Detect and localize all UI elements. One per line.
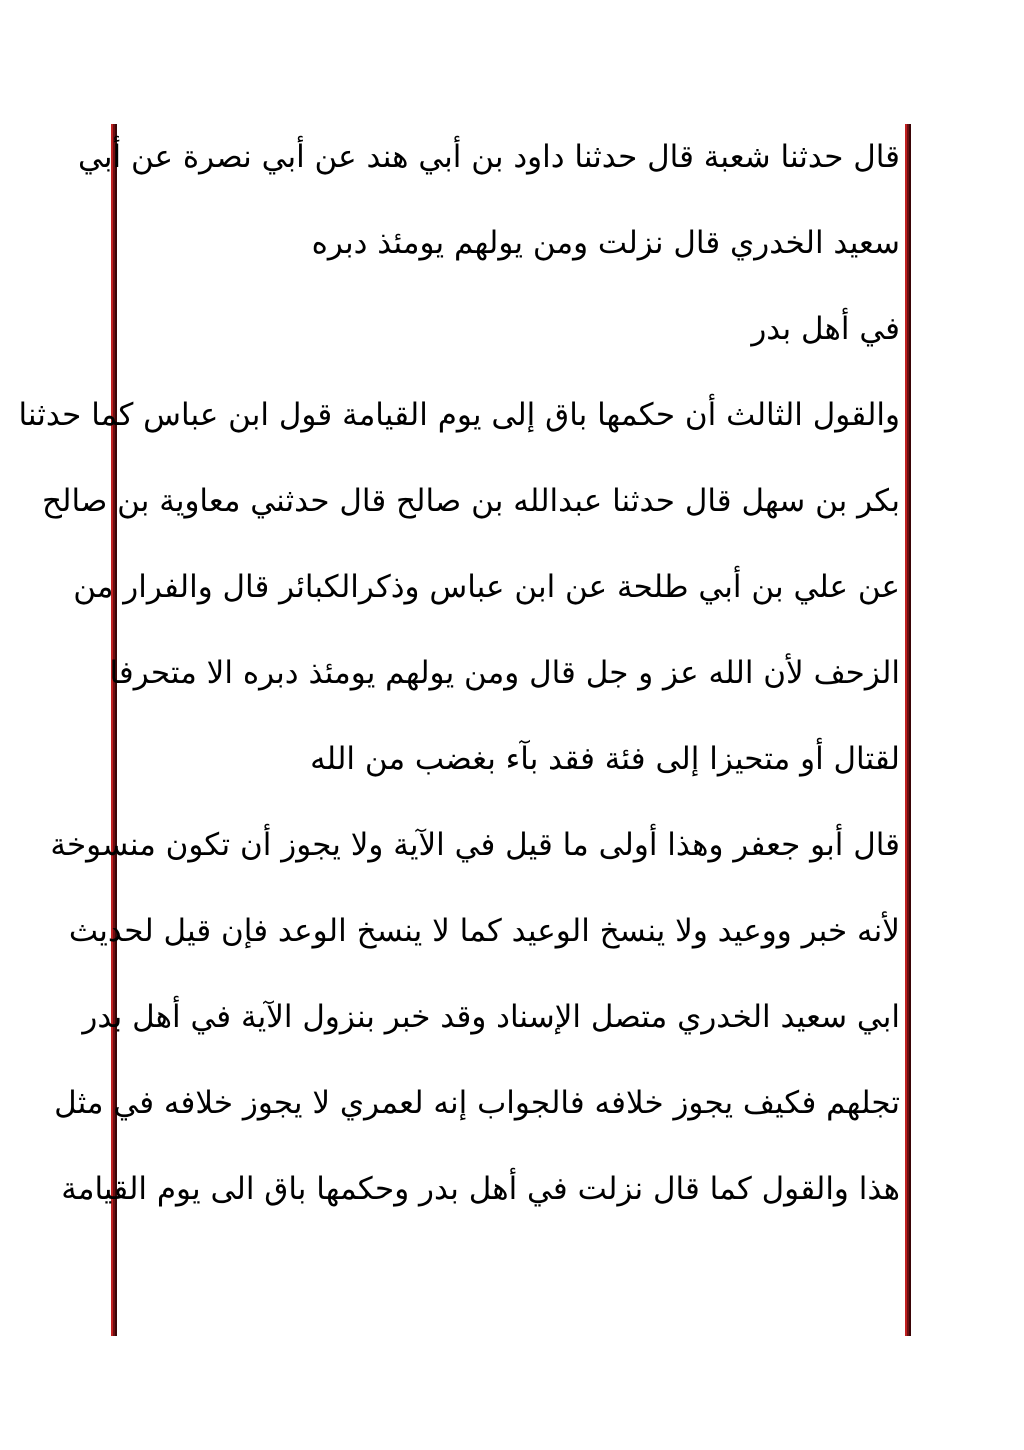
text-line-4: والقول الثالث أن حكمها باق إلى يوم القيامة قول ابن عباس كما حدثنا [18,397,900,433]
text-line-6: عن علي بن أبي طلحة عن ابن عباس وذكرالكبائر قال والفرار من [73,569,900,605]
text-line-12: تجلهم فكيف يجوز خلافه فالجواب إنه لعمري لا يجوز خلافه في مثل [54,1085,900,1121]
text-line-7: الزحف لأن الله عز و جل قال ومن يولهم يومئذ دبره الا متحرفا [109,655,900,691]
text-line-8: لقتال أو متحيزا إلى فئة فقد بآء بغضب من الله [310,741,900,777]
arabic-text-body [18,118,902,1236]
right-border-rule [905,124,911,1336]
text-line-5: بكر بن سهل قال حدثنا عبدالله بن صالح قال حدثني معاوية بن صالح [42,483,900,519]
text-line-11: ابي سعيد الخدري متصل الإسناد وقد خبر بنزول الآية في أهل بدر [82,999,900,1035]
text-line-2: سعيد الخدري قال نزلت ومن يولهم يومئذ دبره [311,225,900,261]
text-line-1: قال حدثنا شعبة قال حدثنا داود بن أبي هند عن أبي نصرة عن أبي [78,139,900,175]
text-line-13: هذا والقول كما قال نزلت في أهل بدر وحكمها باق الى يوم القيامة [61,1171,900,1207]
text-line-10: لأنه خبر ووعيد ولا ينسخ الوعيد كما لا ينسخ الوعد فإن قيل لحديث [68,913,900,949]
text-line-3: في أهل بدر [751,311,900,347]
text-line-9: قال أبو جعفر وهذا أولى ما قيل في الآية ولا يجوز أن تكون منسوخة [50,827,900,863]
